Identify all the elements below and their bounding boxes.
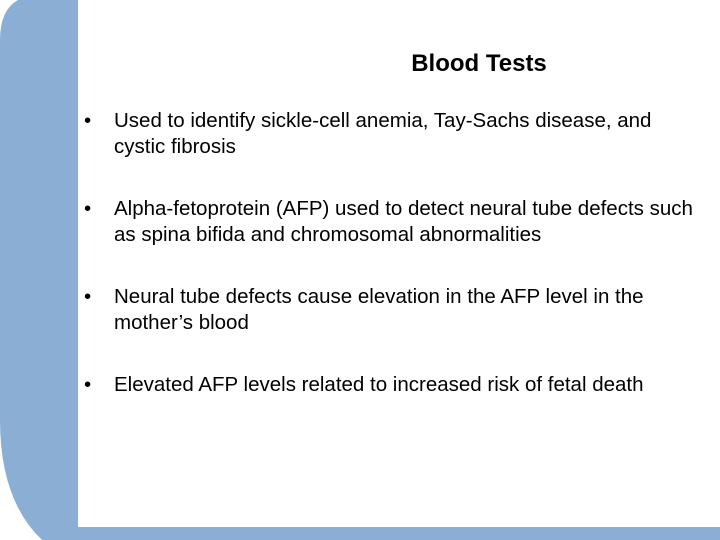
bullet-item — [84, 196, 704, 248]
bullet-icon: • — [84, 373, 92, 396]
bullet-icon: • — [84, 109, 92, 132]
bullet-list — [84, 108, 704, 434]
bullet-text: Alpha-fetoprotein (AFP) used to detect neural tube defects such as spina bifida and chromosomal abnormalities — [114, 197, 693, 246]
bullet-text: Used to identify sickle-cell anemia, Tay-Sachs disease, and cystic fibrosis — [114, 109, 652, 158]
slide-title: Blood Tests — [411, 50, 547, 77]
bullet-text: Elevated AFP levels related to increased risk of fetal death — [114, 373, 644, 396]
bullet-item — [84, 108, 704, 160]
bullet-item — [84, 284, 704, 336]
bullet-icon: • — [84, 197, 92, 220]
bullet-text: Neural tube defects cause elevation in the AFP level in the mother’s blood — [114, 285, 644, 334]
bullet-icon: • — [84, 285, 92, 308]
bullet-item — [84, 372, 704, 398]
left-band-shape — [0, 0, 78, 540]
bottom-decorative-band — [78, 527, 720, 540]
left-decorative-band — [0, 0, 78, 540]
